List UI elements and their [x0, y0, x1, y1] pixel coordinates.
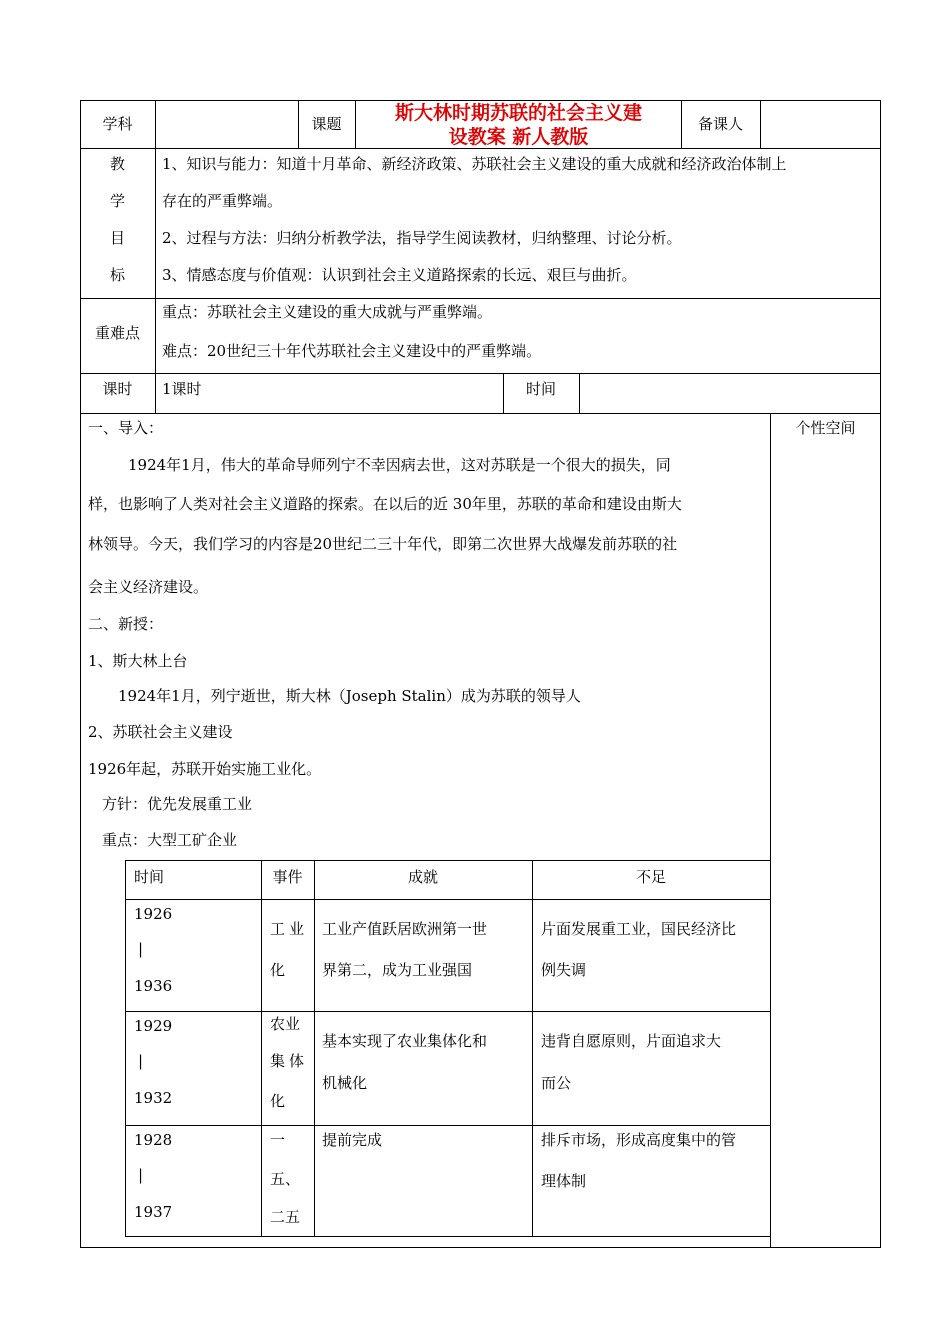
- table-row-2-achievement-line-1: 基本实现了农业集体化和: [322, 1032, 488, 1050]
- table-row-2-shortcoming-line-2: 而公: [541, 1074, 572, 1092]
- table-row-2-sep: |: [138, 1052, 144, 1070]
- table-row-1-achievement-line-1: 工业产值跃居欧洲第一世: [322, 920, 488, 938]
- table-row-3-start: 1928: [134, 1131, 173, 1149]
- objectives-label: [80, 154, 155, 302]
- topic-label: 课题: [311, 115, 342, 133]
- table-row-2-event-line-1: 农业: [270, 1015, 301, 1033]
- hours-label: 课时: [102, 380, 133, 398]
- subsection-2-text: 1926年起，苏联开始实施工业化。: [88, 760, 322, 778]
- table-row-3-sep: |: [138, 1166, 144, 1184]
- table-row-1-shortcoming-line-2: 例失调: [541, 961, 587, 979]
- table-row-2-achievement-line-2: 机械化: [322, 1074, 368, 1092]
- table-row-1-end: 1936: [134, 977, 173, 995]
- table-row-2-event-line-3: 化: [270, 1092, 286, 1110]
- intro-paragraph-line-2: 样，也影响了人类对社会主义道路的探索。在以后的近 30年里，苏联的革命和建设由斯大: [88, 495, 682, 513]
- subsection-1-text: 1924年1月，列宁逝世，斯大林（Joseph Stalin）成为苏联的领导人: [118, 687, 581, 705]
- page-title: [356, 101, 681, 149]
- table-row-3-shortcoming-line-2: 理体制: [541, 1172, 587, 1190]
- table-row-1-achievement-line-2: 界第二，成为工业强国: [322, 961, 473, 979]
- table-header-achievement: 成就: [407, 868, 438, 886]
- preparer-label: 备课人: [697, 115, 743, 133]
- subject-label: 学科: [102, 115, 133, 133]
- table-row-2-event-line-2: 集体: [270, 1052, 309, 1070]
- objectives-label-char: 标: [109, 266, 125, 284]
- intro-paragraph-line-3: 林领导。今天，我们学习的内容是20世纪二三十年代，即第二次世界大战爆发前苏联的社: [88, 535, 678, 553]
- table-header-event: 事件: [272, 868, 303, 886]
- objective-2: 2、过程与方法：归纳分析教学法，指导学生阅读教材，归纳整理、讨论分析。: [162, 229, 682, 247]
- focus-text: 重点：大型工矿企业: [102, 831, 238, 849]
- table-row-3-event-line-3: 二五: [270, 1208, 301, 1226]
- personal-space-label: 个性空间: [795, 419, 856, 437]
- table-row-3-shortcoming-line-1: 排斥市场，形成高度集中的管: [541, 1131, 737, 1149]
- key-points-difficulty: 难点：20世纪三十年代苏联社会主义建设中的严重弊端。: [162, 342, 542, 360]
- objective-1-line-1: 1、知识与能力：知道十月革命、新经济政策、苏联社会主义建设的重大成就和经济政治体制上: [162, 155, 787, 173]
- table-row-1-event-line-2: 化: [270, 961, 286, 979]
- objectives-label-char: 学: [109, 192, 125, 210]
- intro-paragraph-line-1: 1924年1月，伟大的革命导师列宁不幸因病去世，这对苏联是一个很大的损失，同: [128, 456, 671, 474]
- table-row-1-event-line-1: 工业: [270, 920, 309, 938]
- section-new-heading: 二、新授：: [88, 615, 164, 633]
- section-intro-heading: 一、导入：: [88, 419, 164, 437]
- title-line-2: 设教案 新人教版: [448, 126, 589, 148]
- table-row-1-sep: |: [138, 940, 144, 958]
- table-row-1-shortcoming-line-1: 片面发展重工业，国民经济比: [541, 920, 737, 938]
- table-row-3-achievement-line-1: 提前完成: [322, 1131, 383, 1149]
- subsection-1-heading: 1、斯大林上台: [88, 652, 188, 670]
- subsection-2-heading: 2、苏联社会主义建设: [88, 723, 233, 741]
- key-points-focus: 重点：苏联社会主义建设的重大成就与严重弊端。: [162, 303, 493, 321]
- table-row-3-event-line-2: 五、: [270, 1170, 301, 1188]
- table-row-3-end: 1937: [134, 1203, 173, 1221]
- key-points-label: 重难点: [94, 324, 140, 342]
- table-row-3-event-line-1: 一: [270, 1131, 286, 1149]
- table-row-2-start: 1929: [134, 1017, 173, 1035]
- intro-paragraph-line-4: 会主义经济建设。: [88, 578, 209, 596]
- objective-3: 3、情感态度与价值观：认识到社会主义道路探索的长远、艰巨与曲折。: [162, 266, 637, 284]
- objective-1-line-2: 存在的严重弊端。: [162, 192, 283, 210]
- table-header-time: 时间: [134, 868, 165, 886]
- table-row-2-end: 1932: [134, 1089, 173, 1107]
- hours-value: 1课时: [162, 380, 202, 398]
- policy-text: 方针：优先发展重工业: [102, 795, 253, 813]
- table-row-2-shortcoming-line-1: 违背自愿原则，片面追求大: [541, 1032, 722, 1050]
- title-line-1: 斯大林时期苏联的社会主义建: [394, 102, 642, 124]
- table-header-shortcoming: 不足: [635, 868, 666, 886]
- time-label: 时间: [525, 380, 556, 398]
- table-row-1-start: 1926: [134, 905, 173, 923]
- objectives-label-char: 教: [109, 155, 125, 173]
- objectives-label-char: 目: [109, 229, 125, 247]
